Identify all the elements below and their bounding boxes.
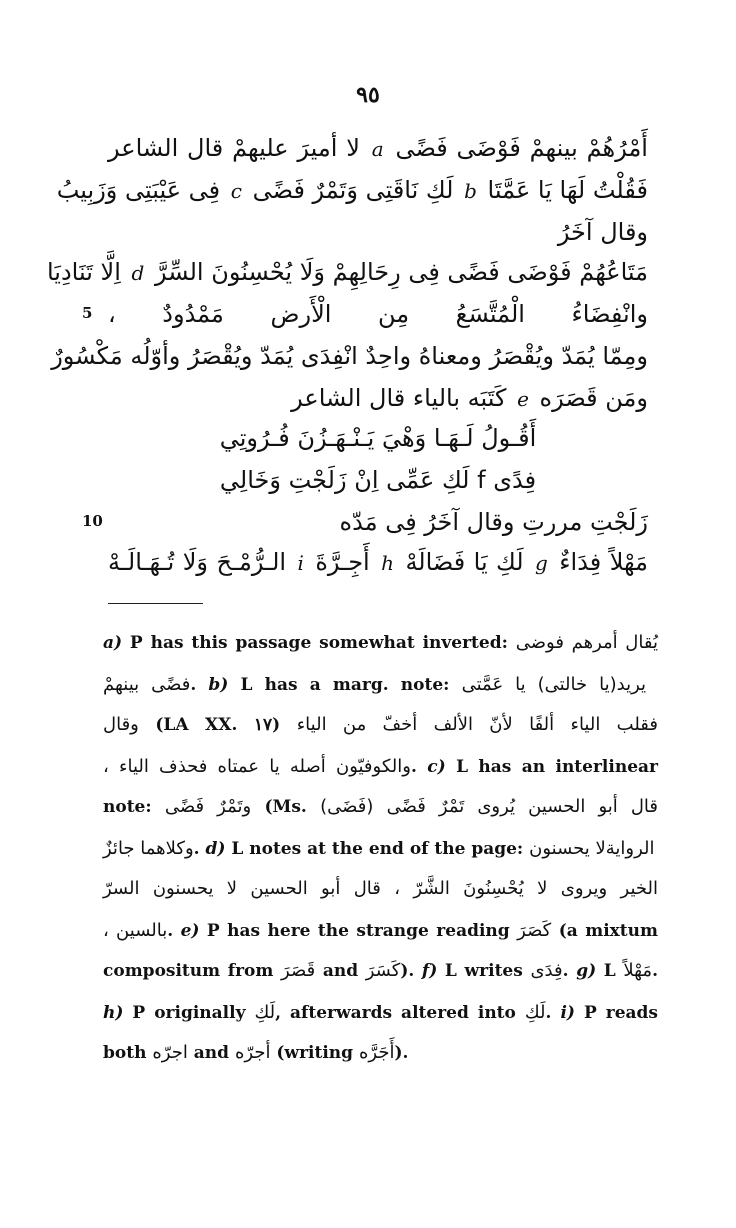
footnote-text: . <box>652 961 658 981</box>
line-number-10: 10 <box>82 512 103 530</box>
text-segment: مَتَاعُهُمْ فَوْضَى فَضًى فِى رِحَالِهِمْ وَلَا يُحْسِنُونَ السِّرَّ <box>154 258 648 286</box>
footnote-line <box>103 623 658 663</box>
text-segment: لَكِ نَاقَتِى وَتَمْرٌ فَضًى <box>252 176 454 204</box>
footnote-arabic: قال أبو الحسين يُروى تَمْرٌ فَضًى <box>386 796 659 817</box>
text-line <box>56 170 648 211</box>
text-line <box>108 294 648 334</box>
footnote-arabic: قَصَرَ <box>281 960 316 981</box>
text-line <box>108 502 648 542</box>
footnote-text: and <box>187 1043 235 1063</box>
footnote-text: L writes <box>437 961 531 981</box>
footnote-arabic: (فَضَى) <box>320 796 374 817</box>
footnote-label: d) <box>205 839 226 859</box>
footnote-arabic: لَكِ <box>524 1002 546 1023</box>
footnote-arabic: يريد <box>616 674 658 695</box>
text-segment: فِدًى <box>493 466 537 494</box>
footnote-line <box>103 911 658 951</box>
text-segment: كَتَبَه بالياء قال الشاعر <box>291 384 507 412</box>
footnote-arabic: لا يحسنون <box>529 838 606 859</box>
footnote-line <box>103 1033 658 1073</box>
footnote-arabic: فقلب الياء ألفًا لأنّ الألف أخفّ من الياء <box>296 714 658 735</box>
footnote-text <box>373 797 386 817</box>
note-marker: b <box>464 179 477 203</box>
footnote-text: note: <box>103 797 165 817</box>
note-marker: e <box>517 387 529 411</box>
footnote-arabic: الخير ويروى لا يُحْسِنُونَ الشَّرّ ، قال أبو الحسين لا يحسنون السرّ <box>103 878 658 899</box>
text-segment: ومَن قَصَرَه <box>539 384 648 412</box>
footnote-label: h) <box>103 1003 124 1023</box>
text-segment: وانْفِضَاءُ الْمُتَّسَعُ مِن الْأَرض مَمْدُودٌ ، <box>108 300 648 328</box>
footnote-line <box>103 747 658 787</box>
footnote-text: L has a marg. note: <box>228 675 462 695</box>
footnote-arabic: وكلاهما جائزٌ <box>103 838 194 859</box>
text-segment: أَقُـولُ لَـهَـا وَهْيَ يَـنْـهَـزُنَ فُـرُوتِي <box>219 424 537 452</box>
footnote-text: P reads <box>574 1003 658 1023</box>
text-segment: فَقُلْتُ لَهَا يَا عَمَّتَا <box>487 176 648 204</box>
footnote-label: g) <box>576 961 597 981</box>
text-segment: أَجِـرَّةَ <box>315 548 370 576</box>
footnote-line <box>103 787 658 827</box>
footnote-text: both <box>103 1043 153 1063</box>
text-line <box>108 542 648 583</box>
text-segment: فِى عَيْبَتِى وَزَبِيبُ <box>56 176 221 204</box>
note-marker: d <box>131 261 145 285</box>
footnote-arabic: كَصَرَ <box>517 920 552 941</box>
text-segment: الـرُّمْـحَ وَلَا تُـهَـالَـهْ <box>108 548 287 576</box>
footnote-text: P has this passage somewhat inverted: <box>122 633 516 653</box>
footnote-arabic: فضًى بينهمْ <box>103 674 191 695</box>
footnote-text: . <box>193 839 206 859</box>
text-line <box>108 212 648 252</box>
footnote-separator-rule <box>108 603 203 604</box>
footnote-arabic: كَسَرَ <box>365 960 401 981</box>
footnote-label: c) <box>427 757 446 777</box>
footnote-line <box>103 869 658 909</box>
footnote-line <box>103 951 658 991</box>
text-segment: ومِمّا يُمَدّ ويُقْصَرُ ومعناهُ واحِدٌ انْفِدَى يُمَدّ ويُقْصَرُ وأوّلُه مَكْسُورٌ <box>51 342 648 370</box>
note-marker: i <box>297 551 304 575</box>
text-segment: اِلَّا تَنَادِيَا <box>46 258 121 286</box>
footnote-text: P has here the strange reading <box>199 921 518 941</box>
note-marker: a <box>371 137 384 161</box>
text-line <box>108 378 648 419</box>
footnote-label: i) <box>560 1003 575 1023</box>
footnote-arabic: أَجَرَّه <box>358 1042 395 1063</box>
text-segment: لَكِ عَمِّى اِنْ زَلَجْتِ وَخَالِي <box>219 466 470 494</box>
footnote-arabic: (يا خالتى) يا عَمَّتى <box>461 674 617 695</box>
text-segment: لَكِ يَا فَضَالَهْ <box>405 548 524 576</box>
footnote-arabic: اجرّه <box>152 1042 188 1063</box>
note-marker: g <box>535 551 548 575</box>
text-line <box>51 336 648 376</box>
footnote-text: (LA XX. ١٧) <box>138 715 297 735</box>
footnote-text: (a mixtum <box>551 921 658 941</box>
footnote-text: L <box>596 961 624 981</box>
footnote-text: . <box>562 961 577 981</box>
footnote-arabic: فِدَى <box>530 960 563 981</box>
page-number: ٩٥ <box>356 82 380 108</box>
footnote-arabic: وقال <box>103 714 139 735</box>
footnote-arabic: لَكِ <box>254 1002 276 1023</box>
footnote-line <box>103 705 658 745</box>
footnote-arabic: وتَمْرٌ فَضًى <box>164 796 252 817</box>
text-segment: وقال آخَرُ <box>557 218 648 246</box>
footnote-text: ). <box>400 961 422 981</box>
note-marker: h <box>381 551 395 575</box>
footnote-arabic: أجرّه <box>234 1042 271 1063</box>
footnote-arabic: يُقال أمرهم فوضى <box>515 632 658 653</box>
footnote-text: (Ms. <box>251 797 321 817</box>
footnote-text: and <box>315 961 366 981</box>
footnote-text: , afterwards altered into <box>275 1003 525 1023</box>
footnote-line <box>103 665 658 705</box>
footnote-arabic: والكوفيّون أصله يا عمتاه فحذف الياء ، <box>103 756 411 777</box>
verse-line <box>108 418 648 458</box>
verse-line <box>108 460 648 500</box>
text-line <box>46 252 648 293</box>
footnote-text: ). <box>394 1043 409 1063</box>
text-segment: أَمْرُهُمْ بينهمْ فَوْضَى فَضًى <box>395 134 648 162</box>
line-number-5: 5 <box>82 304 93 322</box>
text-segment: مَهْلاً فِدَاءٌ <box>559 548 648 576</box>
footnote-line <box>103 829 661 869</box>
footnote-text: . <box>545 1003 561 1023</box>
footnote-label: e) <box>180 921 200 941</box>
note-marker: c <box>230 179 242 203</box>
footnote-arabic: الرواية <box>605 838 661 859</box>
footnote-label: f) <box>421 961 438 981</box>
text-segment: زَلَجْتِ مررتِ وقال آخَرُ فِى مَدّه <box>339 508 648 536</box>
footnote-text: . <box>167 921 181 941</box>
footnote-text: P originally <box>123 1003 255 1023</box>
text-segment: لا أميرَ عليهمْ قال الشاعر <box>108 134 360 162</box>
footnote-text: . <box>190 675 209 695</box>
note-marker: f <box>477 466 486 494</box>
footnote-line <box>103 993 658 1033</box>
text-line <box>108 128 648 169</box>
footnote-text: L notes at the end of the page: <box>225 839 530 859</box>
footnote-text: L has an interlinear <box>445 757 658 777</box>
footnote-label: b) <box>208 675 229 695</box>
footnote-text: (writing <box>270 1043 359 1063</box>
footnote-arabic: مَهْلاً <box>623 960 653 981</box>
footnote-label: a) <box>103 633 123 653</box>
footnote-text: compositum from <box>103 961 282 981</box>
footnote-arabic: بالسين ، <box>103 920 168 941</box>
footnote-text: . <box>410 757 428 777</box>
